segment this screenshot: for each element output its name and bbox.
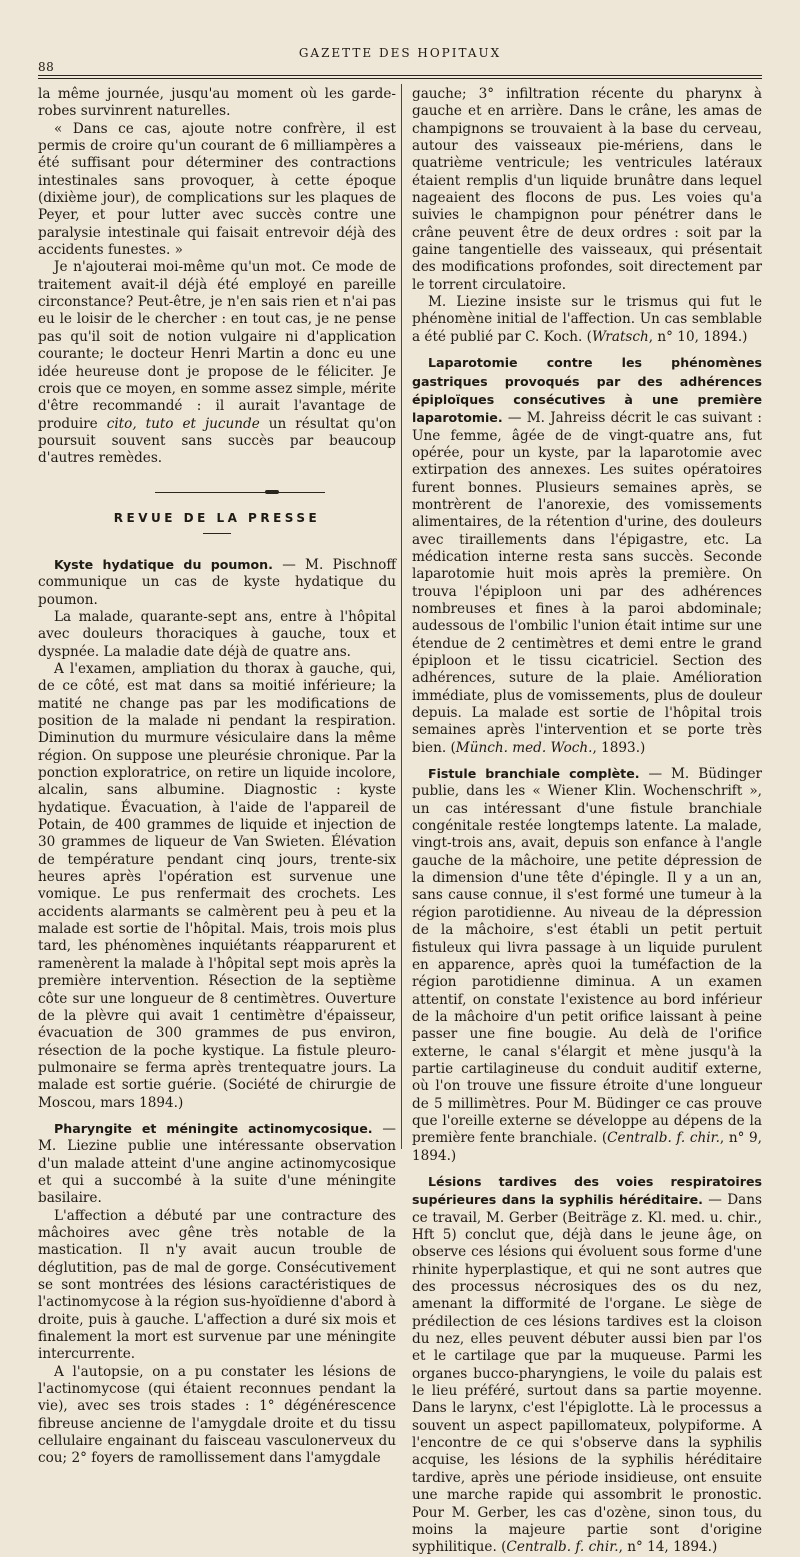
paragraph: la même journée, jusqu'au moment où les garde-robes survinrent naturelles.: [38, 86, 396, 120]
article-fistule: [412, 765, 762, 1165]
running-head: GAZETTE DES HOPITAUX: [298, 46, 502, 60]
paragraph-text: M. Liezine insiste sur le trismus qui fut le phénomène initial de l'affection. Un cas semblable a été publié par C. Koch. (: [412, 294, 762, 345]
paragraph-text: , n° 14, 1894.): [618, 1539, 718, 1556]
article-lead: — M. Pischnoff communique un cas de kyste hydatique du poumon.: [38, 556, 397, 608]
left-column: [38, 86, 396, 1468]
paragraph: [412, 294, 762, 346]
paragraph-text: Je n'ajouterai moi-même qu'un mot. Ce mode de traitement avait-il déjà été employé en pareille circonstance? Peut-être, je n'en sais rien et n'ai pas eu le loisir de le chercher : en tout cas, je ne pense pas qu'il soit de notion vulgaire ni d'application courante; le docteur Henri Martin a donc eu une idée heureuse dont je propose de le féliciter. Je crois que ce moyen, en somme assez simple, mérite d'être recommandé : il aurait l'avantage de produire: [38, 259, 396, 432]
paragraph: gauche; 3° infiltration récente du pharynx à gauche et en arrière. Dans le crâne, les amas de champignons se trouvaient à la base du cerveau, autour des vaisseaux pie-mériens, dans le quatrième ventricule; les ventricules latéraux étaient remplis d'un liquide brunâtre dans lequel nageaient des flocons de pus. Les voies qu'a suivies le champignon pour pénétrer dans le crâne peuvent être de deux ordres : soit par la gaine tangentielle des vaisseaux, qui présentait des modifications profondes, soit directement par le torrent circulatoire.: [412, 86, 762, 293]
article-lead: — M. Büdinger publie, dans les « Wiener Klin. Wochenschrift », un cas intéressant d'une fistule branchiale congénitale restée longtemps latente. La malade, vingt-trois ans, avait, depuis son enfance à l'angle gauche de la mâchoire, une petite dépression de la dimension d'une tête d'épingle. Il y a un an, sans cause connue, il s'est formé une tumeur à la région parotidienne. Au niveau de la dépression de la mâchoire, s'est établi un petit pertuit fistuleux qui livra passage à un liquide purulent en apparence, après quoi la tuméfaction de la région parotidienne diminua. A un examen attentif, on constate l'existence au bord inférieur de la mâchoire d'un petit orifice laissant à peine passer une fine bougie. Au delà de l'orifice externe, le canal s'élargit et mène jusqu'à la partie cartilagineuse du conduit auditif externe, où l'on trouve une fissure étroite d'une longueur de 5 millimètres. Pour M. Büdinger ce cas prouve que l'oreille externe se développe au dépens de la première fente branchiale. (: [412, 766, 762, 1147]
paragraph-text: , n° 10, 1894.): [648, 328, 748, 345]
paragraph: A l'examen, ampliation du thorax à gauche, qui, de ce côté, est mat dans sa moitié inférieure; la matité ne change pas par les modifications de position de la malade ni pendant la respiration. Diminution du murmure vésiculaire dans la même région. On suppose une pleurésie chronique. Par la ponction exploratrice, on retire un liquide incolore, alcalin, sans albumine. Diagnostic : kyste hydatique. Évacuation, à l'aide de l'appareil de Potain, de 400 grammes de liquide et injection de 30 grammes de liqueur de Van Swieten. Élévation de température pendant cinq jours, trente-six heures après l'opération est survenue une vomique. Le pus renfermait des crochets. Les accidents alarmants se calmèrent peu à peu et la malade est sortie de l'hôpital. Mais, trois mois plus tard, les phénomènes inquiétants réapparurent et ramenèrent la malade à l'hôpital sept mois après la première intervention. Résection de la septième côte sur une longueur de 8 centimètres. Ouverture de la plèvre qui avait 1 centimètre d'épaisseur, évacuation de 300 grammes de pus environ, résection de la poche kystique. La fistule pleuro-pulmonaire se ferma après trentequatre jours. La malade est sortie guérie. (Société de chirurgie de Moscou, mars 1894.): [38, 660, 396, 1111]
article-title: Fistule branchiale complète.: [428, 766, 640, 782]
article-title: Lésions tardives des voies respiratoires supérieures dans la syphilis héréditaire.: [412, 1173, 762, 1208]
citation: Münch. med. Woch.: [455, 739, 593, 756]
paragraph: A l'autopsie, on a pu constater les lésions de l'actinomycose (qui étaient reconnues pendant la vie), avec ses trois stades : 1° dégénérescence fibreuse ancienne de l'amygdale droite et du tissu cellulaire engainant du faisceau vasculonerveux du cou; 2° foyers de ramollissement dans l'amygdale: [38, 1363, 396, 1467]
paragraph: La malade, quarante-sept ans, entre à l'hôpital avec douleurs thoraciques à gauche, toux et dyspnée. La maladie date déjà de quatre ans.: [38, 608, 396, 660]
section-title-rule: [203, 533, 231, 534]
article-title: Pharyngite et méningite actinomycosique.: [54, 1120, 373, 1136]
paragraph: [38, 259, 396, 467]
page-number: 88: [38, 60, 55, 74]
article-kyste: [38, 556, 396, 609]
paragraph: « Dans ce cas, ajoute notre confrère, il est permis de croire qu'un courant de 6 milliampères a été suffisant pour déterminer des contractions intestinales sans provoquer, à cette époque (dixième jour), de complications sur les plaques de Peyer, et pour lutter avec succès contre une paralysie intestinale qui faisait entrevoir déjà des accidents funestes. »: [38, 120, 396, 259]
article-title: Laparotomie contre les phénomènes gastriques provoqués par des adhérences épiploïques consécutives à une première laparotomie.: [412, 355, 762, 426]
citation: Centralb. f. chir.: [607, 1130, 720, 1147]
article-title: Kyste hydatique du poumon.: [54, 556, 273, 572]
article-lesions: [412, 1173, 762, 1557]
paragraph-text: , 1893.): [592, 739, 646, 756]
right-column: [412, 86, 762, 1557]
header-rule: [38, 75, 762, 79]
latin-phrase: cito, tuto et jucunde: [106, 415, 260, 432]
citation: Wratsch: [592, 328, 649, 345]
paragraph-text: un résultat qu'on poursuit souvent sans succès par beaucoup d'autres remèdes.: [38, 415, 396, 467]
article-pharyngite: [38, 1120, 396, 1208]
paragraph: L'affection a débuté par une contracture des mâchoires avec gêne très notable de la mastication. Il n'y avait aucun trouble de déglutition, pas de mal de gorge. Consécutivement se sont montrées des lésions caractéristiques de l'actinomycose à la région sus-hyoïdienne d'abord à droite, puis à gauche. L'affection a duré six mois et finalement la mort est survenue par une méningite intercurrente.: [38, 1207, 396, 1363]
article-lead: — Dans ce travail, M. Gerber (Beiträge z. Kl. med. u. chir., Hft 5) conclut que, déjà dans le jeune âge, on observe ces lésions qui évoluent sous forme d'une rhinite hyperplastique, et qui ne sont autres que des processus nécrosiques des os du nez, amenant la difformité de l'organe. Le siège de prédilection de ces lésions tardives est la cloison du nez, elles peuvent débuter aussi bien par l'os et le cartilage que par la muqueuse. Parmi les organes bucco-pharyngiens, le voile du palais est le lieu préféré, surtout dans sa partie moyenne. Dans le larynx, c'est l'épiglotte. Là le processus a souvent un aspect papillomateux, polypiforme. A l'encontre de ce qui s'observe dans la syphilis acquise, les lésions de la syphilis héréditaire tardive, après une période insidieuse, ont ensuite une marche rapide qui assombrit le pronostic. Pour M. Gerber, les cas d'ozène, sinon tous, du moins la majeure partie sont d'origine syphilitique. (: [412, 1192, 762, 1556]
article-lead: — M. Liezine publie une intéressante observation d'un malade atteint d'une angine actinomycosique et qui a succombé à la suite d'une méningite basilaire.: [38, 1120, 397, 1207]
column-divider: [401, 84, 402, 1149]
paragraph-text: , n° 9, 1894.): [412, 1130, 762, 1164]
citation: Centralb. f. chir.: [506, 1539, 619, 1556]
section-title: REVUE DE LA PRESSE: [113, 510, 321, 525]
article-lead: — M. Jahreiss décrit le cas suivant : Une femme, âgée de de vingt-quatre ans, fut opérée, pour un kyste, par la laparotomie avec extirpation des annexes. Les suites opératoires furent bonnes. Plusieurs semaines après, se montrèrent de l'anorexie, des vomissements alimentaires, de la rétention d'urine, des douleurs avec tiraillements dans l'épigastre, etc. La médication interne resta sans succès. Seconde laparotomie huit mois après la première. On trouva l'épiploon uni par des adhérences nombreuses et fines à la paroi abdominale; audessous de l'ombilic l'union était intime sur une étendue de 2 centimètres et demi entre le grand épiploon et le tissu cicatriciel. Section des adhérences, suture de la plaie. Amélioration immédiate, plus de vomissements, plus de douleur depuis. La malade est sortie de l'hôpital trois semaines après l'intervention et se porte très bien. (: [412, 410, 762, 756]
ornament-divider: [38, 484, 396, 490]
article-laparotomie: [412, 354, 762, 757]
